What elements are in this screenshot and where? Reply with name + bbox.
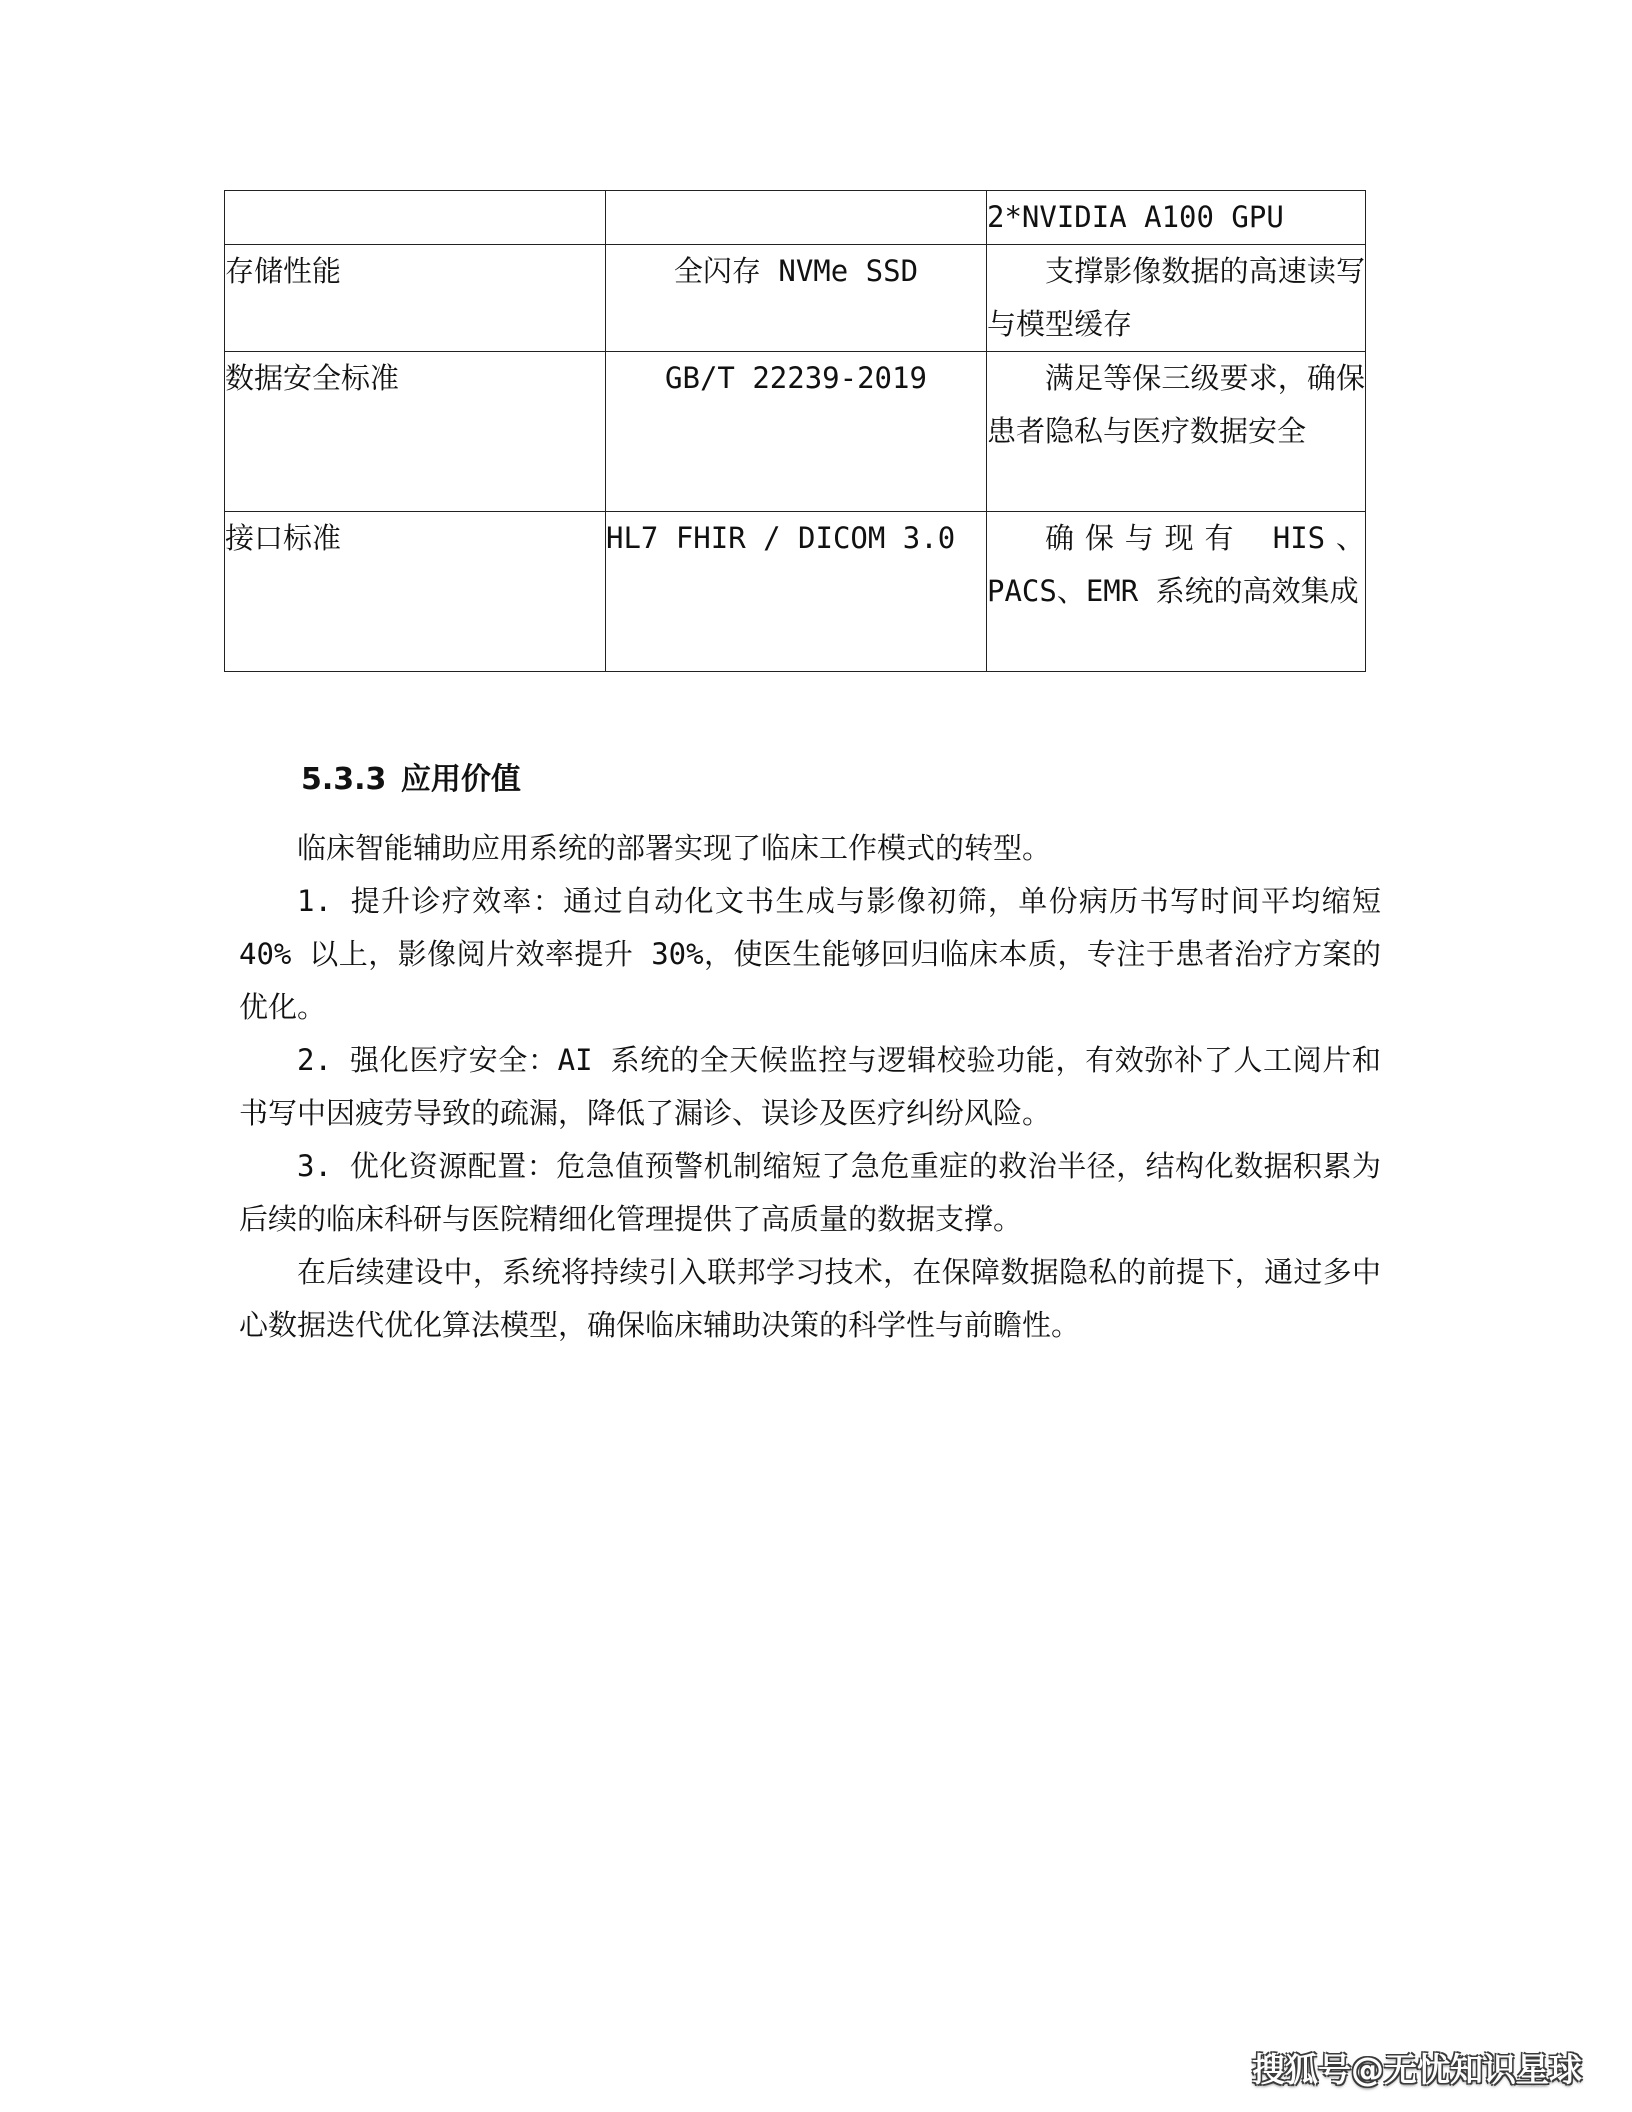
table-row [225,512,1366,672]
table-cell-desc: 2*NVIDIA A100 GPU [987,191,1366,245]
watermark: 搜狐号@无忧知识星球 [1252,2050,1582,2089]
paragraph-efficiency: 1. 提升诊疗效率：通过自动化文书生成与影像初筛，单份病历书写时间平均缩短 40% 以上，影像阅片效率提升 30%，使医生能够回归临床本质，专注于患者治疗方案的优化。 [239,884,1381,1024]
table-cell-desc: 支撑影像数据的高速读写与模型缓存 [987,245,1366,352]
section-title: 应用价值 [400,762,521,797]
table-cell-value: HL7 FHIR / DICOM 3.0 [606,512,987,672]
table-cell-value: 全闪存 NVMe SSD [606,245,987,352]
table-cell-name: 数据安全标准 [225,352,606,512]
table-cell-name: 存储性能 [225,245,606,352]
paragraph-future: 在后续建设中，系统将持续引入联邦学习技术，在保障数据隐私的前提下，通过多中心数据迭代优化算法模型，确保临床辅助决策的科学性与前瞻性。 [239,1255,1381,1342]
spec-table [224,190,1366,672]
table-cell-name [225,191,606,245]
table-cell-value: GB/T 22239-2019 [606,352,987,512]
table-cell-desc: 满足等保三级要求，确保患者隐私与医疗数据安全 [987,352,1366,512]
table-cell-value [606,191,987,245]
section-application-value [239,752,1381,1352]
table-row [225,191,1366,245]
table-cell-desc: 确保与现有 HIS、PACS、EMR 系统的高效集成 [987,512,1366,672]
table-row [225,245,1366,352]
paragraph-intro: 临床智能辅助应用系统的部署实现了临床工作模式的转型。 [297,831,1052,865]
paragraph-safety: 2. 强化医疗安全：AI 系统的全天候监控与逻辑校验功能，有效弥补了人工阅片和书写中因疲劳导致的疏漏，降低了漏诊、误诊及医疗纠纷风险。 [239,1043,1381,1130]
table-row [225,352,1366,512]
table-cell-name: 接口标准 [225,512,606,672]
section-heading [301,752,1381,808]
section-number: 5.3.3 [301,762,387,797]
paragraph-resources: 3. 优化资源配置：危急值预警机制缩短了急危重症的救治半径，结构化数据积累为后续的临床科研与医院精细化管理提供了高质量的数据支撑。 [239,1149,1381,1236]
